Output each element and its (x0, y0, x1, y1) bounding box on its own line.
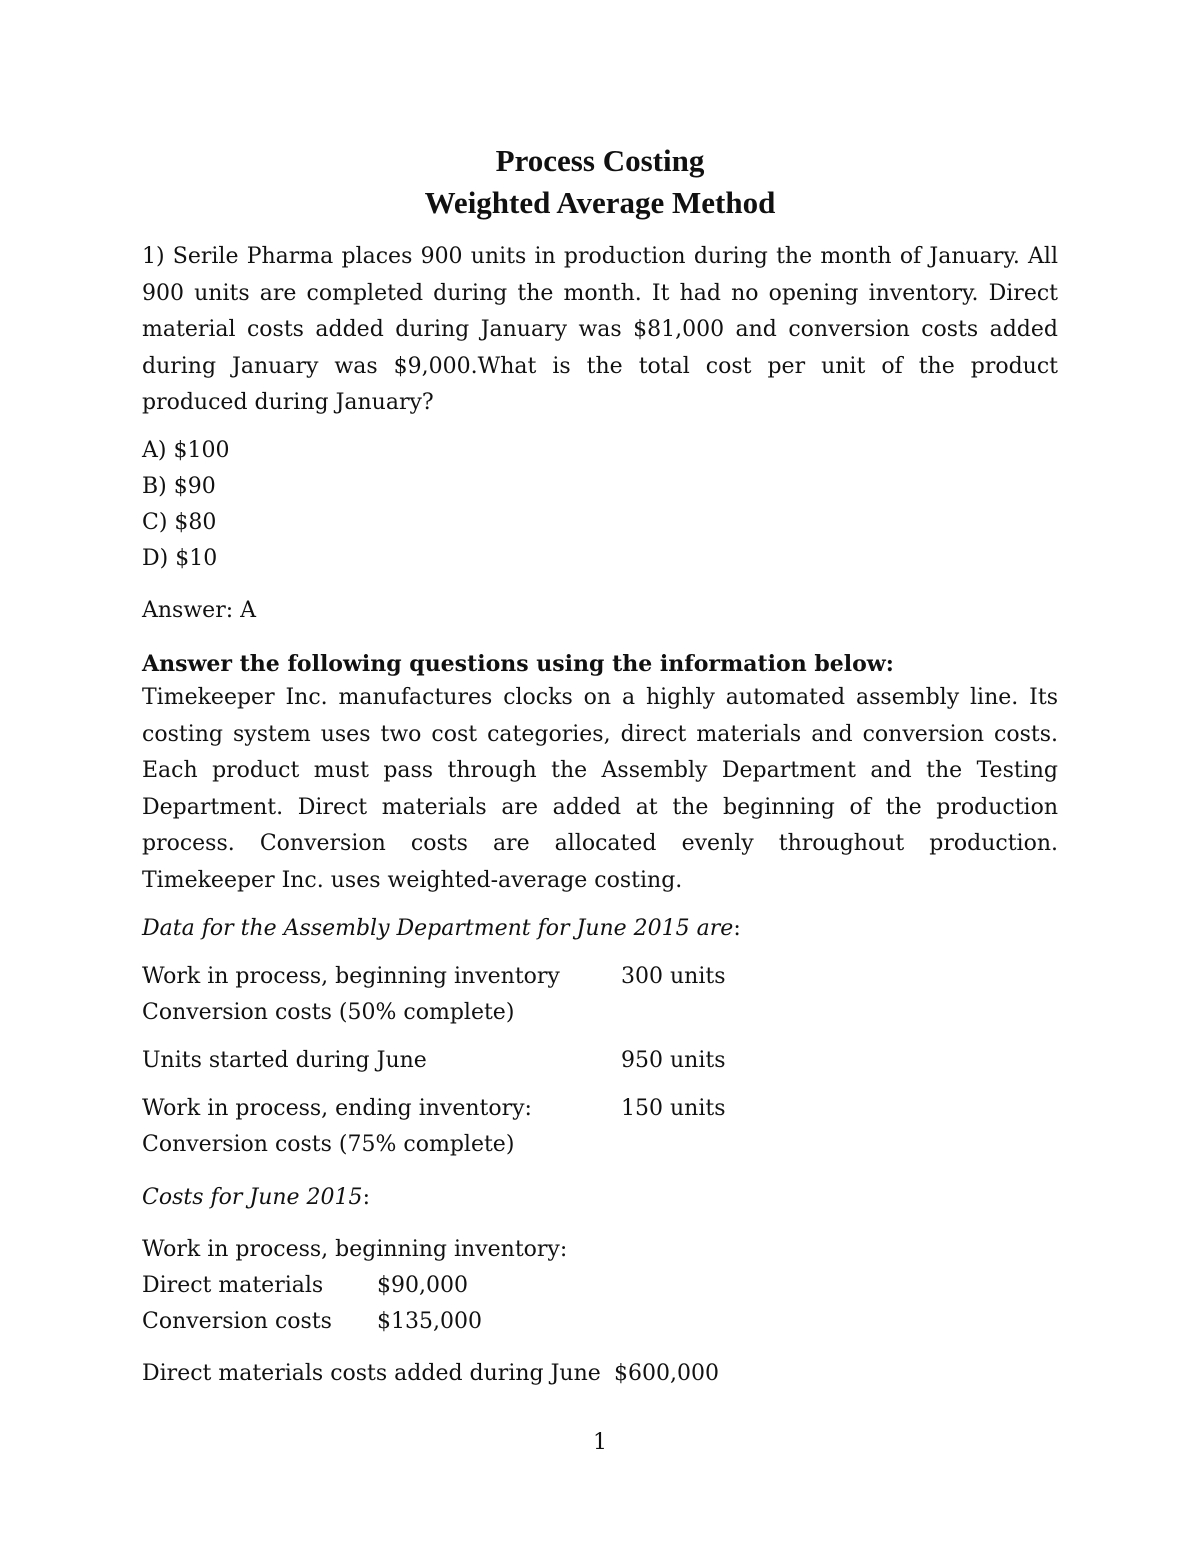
assembly-row-label: Units started during June (142, 1048, 427, 1073)
assembly-row-label: Conversion costs (75% complete) (142, 1132, 515, 1157)
assembly-row-label: Work in process, ending inventory: (142, 1096, 532, 1121)
question-1-text: 1) Serile Pharma places 900 units in production during the month of January. All 900 units are completed during the month. It had no opening inventory. Direct material costs added during January was $81,000 and conversion costs added during January was $9,000.What is the total cost per unit of the product produced during January? (142, 244, 1058, 415)
section-text: Timekeeper Inc. manufactures clocks on a highly automated assembly line. Its costing system uses two cost categories, direct materials and conversion costs. Each product must pass through the Assembly Department and the Testing Department. Direct materials are added at the beginning of the production process. Conversion costs are allocated evenly throughout production. Timekeeper Inc. uses weighted-average costing. (142, 685, 1058, 893)
assembly-row-label: Conversion costs (50% complete) (142, 1000, 515, 1025)
cost-row-label: Conversion costs (142, 1309, 332, 1334)
assembly-data-colon: : (733, 916, 741, 941)
option-a: A) $100 (142, 438, 230, 463)
assembly-row-value: 300 units (621, 964, 726, 989)
page-title: Process Costing (495, 143, 705, 178)
cost-row-label: Direct materials (142, 1273, 324, 1298)
added-costs-label: Direct materials costs added during June (142, 1361, 601, 1386)
costs-label-text: Costs for June 2015 (142, 1185, 363, 1210)
wip-heading: Work in process, beginning inventory: (142, 1237, 568, 1262)
assembly-row-label: Work in process, beginning inventory (142, 964, 560, 989)
assembly-data-label-text: Data for the Assembly Department for June 2015 are (142, 916, 734, 941)
assembly-row-value: 150 units (621, 1096, 726, 1121)
cost-row-value: $90,000 (377, 1273, 468, 1298)
section-heading: Answer the following questions using the information below: (142, 651, 894, 677)
option-c: C) $80 (142, 510, 217, 535)
assembly-data-label (142, 916, 741, 941)
answer-line: Answer: A (142, 598, 257, 623)
assembly-row-value: 950 units (621, 1048, 726, 1073)
added-costs-value: $600,000 (614, 1361, 719, 1386)
costs-label-colon: : (362, 1185, 370, 1210)
page-subtitle: Weighted Average Method (424, 185, 776, 220)
option-d: D) $10 (142, 546, 218, 571)
costs-label (142, 1185, 370, 1210)
cost-row-value: $135,000 (377, 1309, 482, 1334)
option-b: B) $90 (142, 474, 216, 499)
page-number: 1 (593, 1430, 607, 1455)
